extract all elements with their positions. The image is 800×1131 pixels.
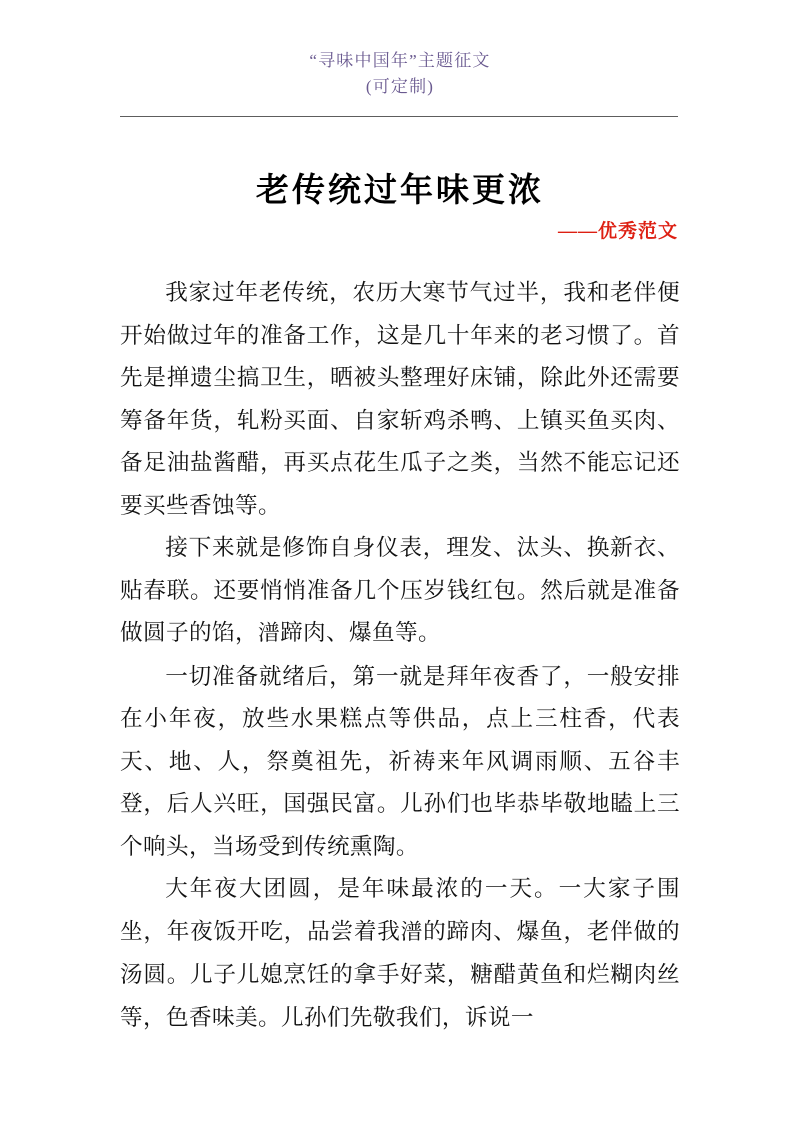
document-body xyxy=(120,272,680,1039)
byline: ——优秀范文 xyxy=(557,221,678,242)
body-paragraph: 大年夜大团圆，是年味最浓的一天。一大家子围坐，年夜饭开吃，品尝着我潽的蹄肉、爆鱼，老伴做的汤圆。儿子儿媳烹饪的拿手好菜，糖醋黄鱼和烂糊肉丝等，色香味美。儿孙们先敬我们，诉说一 xyxy=(120,876,680,1030)
fallback-glyph: 潽 xyxy=(257,621,281,646)
page-title: 老传统过年味更浓 xyxy=(256,173,544,210)
body-paragraph: 我家过年老传统，农历大寒节气过半，我和老伴便开始做过年的准备工作，这是几十年来的老习惯了。首先是掸遗尘搞卫生，晒被头整理好床铺，除此外还需要筹备年货，轧粉买面、自家斩鸡杀鸭、上镇买鱼买肉、备足油盐酱醋，再买点花生瓜子之类，当然不能忘记还要买些香蚀等。 xyxy=(120,280,680,518)
fallback-glyph: 潽 xyxy=(400,919,424,945)
document-header xyxy=(0,48,800,101)
body-paragraph: 一切准备就绪后，第一就是拜年夜香了，一般安排在小年夜，放些水果糕点等供品，点上三柱香，代表天、地、人，祭奠祖先，祈祷来年风调雨顺、五谷丰登，后人兴旺，国强民富。儿孙们也毕恭毕敬地瞌上三个响头，当场受到传统熏陶。 xyxy=(120,663,680,859)
body-paragraph: 接下来就是修饰自身仪表，理发、汰头、换新衣、贴春联。还要悄悄准备几个压岁钱红包。然后就是准备做圆子的馅，潽蹄肉、爆鱼等。 xyxy=(120,535,680,646)
header-subtitle-line: (可定制) xyxy=(365,77,435,97)
header-title-line: “寻味中国年”主题征文 xyxy=(309,51,491,70)
header-divider-rule xyxy=(120,116,678,117)
